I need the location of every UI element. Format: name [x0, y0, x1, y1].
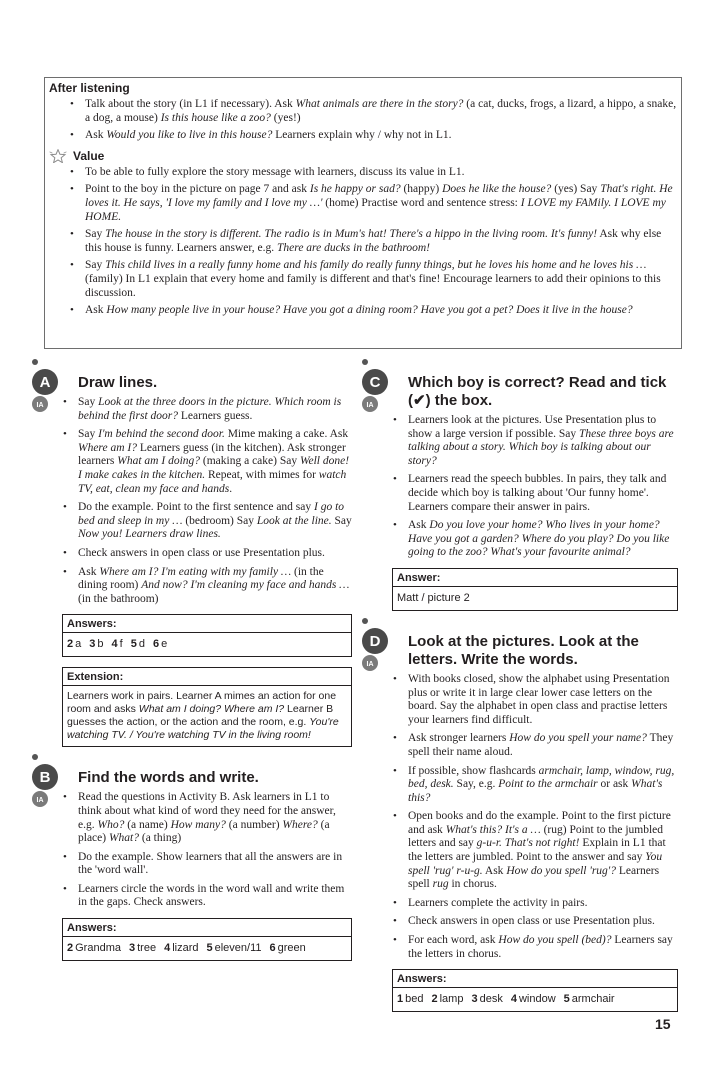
value-title: Value — [73, 148, 105, 163]
value-heading — [49, 149, 677, 164]
answer-item: 5 eleven/11 — [206, 942, 262, 955]
list-item: • Learners look at the pictures. Use Presentation plus to show a large version if possible. Say These three boys are talking about a story. Which boy is talking about our story? — [358, 414, 678, 468]
activity-b-title: Find the words and write. — [78, 769, 259, 787]
svg-text:IA: IA — [366, 402, 374, 409]
activity-c-title: Which boy is correct? Read and tick (✔) the box. — [408, 374, 667, 409]
activity-d-list — [358, 673, 678, 961]
answer-item: 5 armchair — [563, 993, 615, 1006]
svg-text:IA: IA — [366, 660, 374, 668]
list-item: • Check answers in open class or use Presentation plus. — [28, 547, 352, 561]
answer-item: 3 desk — [471, 993, 503, 1006]
answers-values — [63, 937, 351, 960]
answer-item: 5 d — [130, 638, 145, 651]
list-item: • Check answers in open class or use Presentation plus. — [358, 915, 678, 929]
list-item: • Say This child lives in a really funny home and his family do really funny things, but he loves his home and he loves his … (family) In L1 explain that every home and family is different and that's fine! Encourage learners to add their opinions to this discussion. — [49, 259, 677, 300]
answers-values — [63, 633, 351, 656]
activity-a-extension — [62, 667, 352, 747]
answer-item: 4 f — [111, 638, 123, 651]
answer-item: 2 a — [67, 638, 82, 651]
svg-text:A: A — [39, 374, 51, 391]
list-item: • Do the example. Show learners that all the answers are in the 'word wall'. — [28, 851, 352, 878]
list-item: • Ask How many people live in your house? Have you got a dining room? Have you got a pet? Does it live in the house? — [49, 304, 677, 318]
list-item: • Learners complete the activity in pairs. — [358, 897, 678, 911]
activity-c-heading — [358, 374, 678, 410]
activity-a-list — [28, 396, 352, 606]
answers-label: Answers: — [63, 919, 351, 937]
after-listening-list — [49, 98, 677, 143]
list-item: • Do the example. Point to the first sentence and say I go to bed and sleep in my … (bedroom) Say Look at the line. Say Now you! Learners draw lines. — [28, 501, 352, 542]
answer-item: 2 lamp — [431, 993, 464, 1006]
after-listening-box — [44, 77, 682, 349]
activity-b-list — [28, 791, 352, 910]
answer-item: 6 green — [269, 942, 306, 955]
extension-text: Learners work in pairs. Learner A mimes an action for one room and asks What am I doing? Where am I? Learner B guesses the action, or the action and the room, e.g. You're watching TV. / You're watching TV in the living room! — [67, 690, 339, 742]
svg-text:IA: IA — [36, 797, 44, 805]
answers-label: Answers: — [393, 970, 677, 988]
answer-item: 3 tree — [128, 942, 157, 955]
list-item: • Learners circle the words in the word wall and write them in the gaps. Check answers. — [28, 883, 352, 910]
page-number: 15 — [655, 1016, 671, 1032]
left-column — [28, 360, 352, 961]
activity-b-answers — [62, 918, 352, 961]
answer-item: 1 bed — [397, 993, 424, 1006]
answer-item: 4 window — [510, 993, 556, 1006]
answer-item: 4 lizard — [164, 942, 199, 955]
answer-item: 6 e — [152, 638, 168, 651]
list-item: • Say The house in the story is different. The radio is in Mum's hat! There's a hippo in the living room. It's funny! Ask why else this house is funny. Learners answer, e.g. There are ducks in the bathroom! — [49, 228, 677, 255]
list-item: • Ask Where am I? I'm eating with my family … (in the dining room) And now? I'm cleaning my face and hands … (in the bathroom) — [28, 566, 352, 607]
activity-d-heading — [358, 633, 678, 669]
list-item: • With books closed, show the alphabet using Presentation plus or write it in large clear lower case letters on the board. Say the alphabet in open class and practise letters your learners find difficult. — [358, 673, 678, 727]
activity-a-answers — [62, 614, 352, 657]
list-item: • Say Look at the three doors in the picture. Which room is behind the first door? Learners guess. — [28, 396, 352, 423]
list-item: • Open books and do the example. Point to the first picture and ask What's this? It's a … (rug) Point to the jumbled letters and say g-u-r. That's not right! Explain in L1 that the letters are jumbled. Point to the answer and say You spell 'rug' r-u-g. Ask How do you spell 'rug'? Learners spell rug in chorus. — [358, 810, 678, 892]
answers-values — [393, 988, 677, 1011]
list-item: • Point to the boy in the picture on page 7 and ask Is he happy or sad? (happy) Does he like the house? (yes) Say That's right. He loves it. He says, 'I love my family and I love my …' (home) Practise word and sentence stress: I LOVE my FAMily. I LOVE my HOME. — [49, 183, 677, 224]
after-listening-title: After listening — [49, 81, 130, 95]
activity-d-answers — [392, 969, 678, 1012]
answer-item: 3 b — [89, 638, 104, 651]
activity-b-heading — [28, 769, 352, 805]
list-item: • If possible, show flashcards armchair, lamp, window, rug, bed, desk. Say, e.g. Point to the armchair or ask What's this? — [358, 765, 678, 806]
list-item: • Learners read the speech bubbles. In pairs, they talk and decide which boy is talking about 'Our funny home'. Learners compare their answer in pairs. — [358, 473, 678, 514]
list-item: • Talk about the story (in L1 if necessary). Ask What animals are there in the story? (a cat, ducks, frogs, a lizard, a hippo, a snake, a dog, a mouse) Is this house like a zoo? (yes!) — [49, 98, 677, 125]
list-item: • For each word, ask How do you spell (bed)? Learners say the letters in chorus. — [358, 934, 678, 961]
svg-text:D: D — [369, 632, 381, 650]
list-item: • Read the questions in Activity B. Ask learners in L1 to think about what kind of word they need for the answer, e.g. Who? (a name) How many? (a number) Where? (a place) What? (a thing) — [28, 791, 352, 845]
right-column — [358, 360, 678, 1012]
extension-label: Extension: — [63, 668, 351, 686]
answer-item: 2 Grandma — [67, 942, 121, 955]
activity-c-answers — [392, 568, 678, 611]
svg-text:B: B — [39, 769, 51, 787]
list-item: • Ask Do you love your home? Who lives in your home? Have you got a garden? Where do you play? Do you like going to the zoo? What's your favourite animal? — [358, 519, 678, 560]
bulb-icon — [358, 617, 394, 673]
activity-a-title: Draw lines. — [78, 374, 158, 391]
star-icon — [49, 149, 67, 163]
svg-text:C: C — [369, 374, 381, 391]
answers-label: Answers: — [63, 615, 351, 633]
answers-label: Answer: — [393, 569, 677, 587]
list-item: • Say I'm behind the second door. Mime making a cake. Ask Where am I? Learners guess (in the kitchen). Ask stronger learners What am I doing? (making a cake) Say Well done! I make cakes in the kitchen. Repeat, with mimes for watch TV, eat, clean my face and hands. — [28, 428, 352, 496]
bulb-icon — [358, 358, 394, 414]
svg-text:IA: IA — [36, 402, 44, 409]
answer-value: Matt / picture 2 — [397, 591, 470, 604]
value-list — [49, 166, 677, 318]
activity-c-list — [358, 414, 678, 560]
list-item: • To be able to fully explore the story message with learners, discuss its value in L1. — [49, 166, 677, 180]
activity-d-title: Look at the pictures. Look at the letters. Write the words. — [408, 632, 639, 668]
list-item: • Ask Would you like to live in this house? Learners explain why / why not in L1. — [49, 129, 677, 143]
list-item: • Ask stronger learners How do you spell your name? They spell their name aloud. — [358, 732, 678, 759]
